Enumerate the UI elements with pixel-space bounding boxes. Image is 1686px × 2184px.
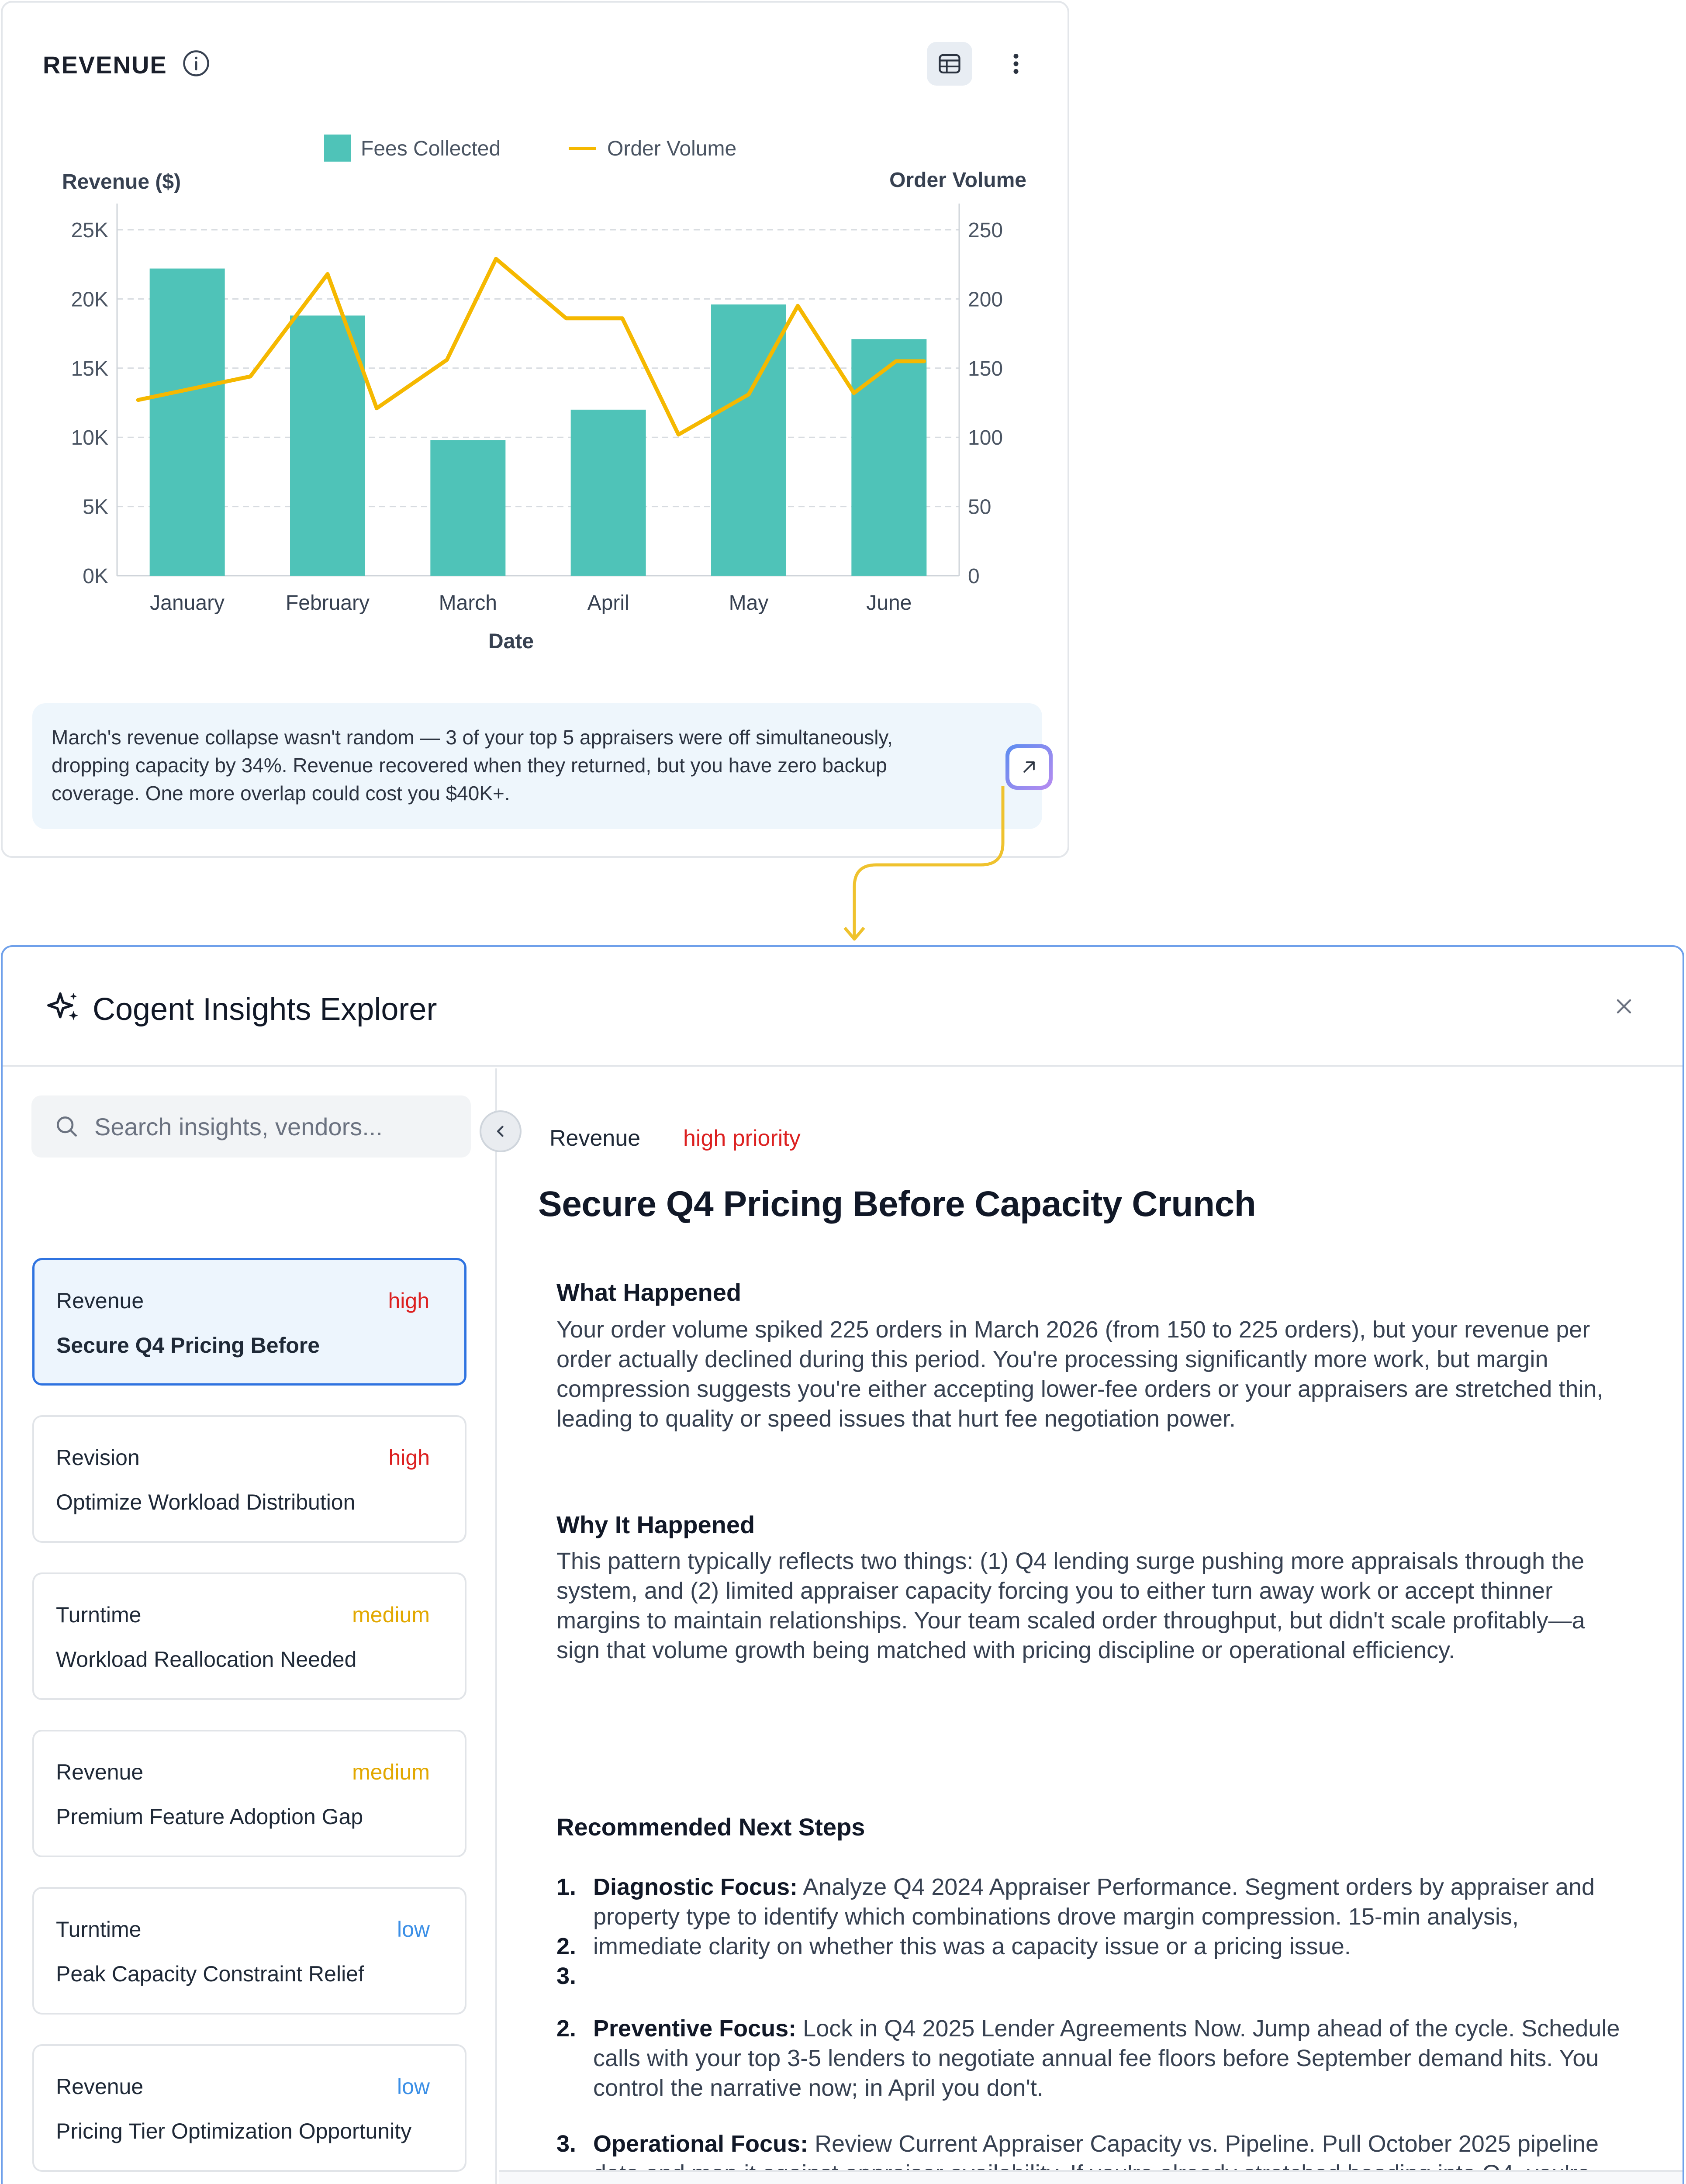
y2-tick-label: 200 xyxy=(968,288,1003,311)
y2-tick-label: 50 xyxy=(968,495,992,519)
detail-category: Revenue xyxy=(549,1126,641,1151)
y-tick-label: 20K xyxy=(71,288,108,311)
panel-header xyxy=(3,947,1683,1067)
item-category: Turntime xyxy=(56,1917,142,1942)
item-title: Pricing Tier Optimization Opportunity xyxy=(56,2119,412,2143)
insight-list-item[interactable] xyxy=(32,1258,466,1386)
panel-title: Cogent Insights Explorer xyxy=(93,992,437,1027)
insight-detail xyxy=(499,1068,1684,2164)
x-tick-label: June xyxy=(866,591,912,615)
what-happened-heading: What Happened xyxy=(556,1279,742,1306)
what-happened-text: Your order volume spiked 225 orders in March 2026 (from 150 to 225 orders), but your revenue per order actually declined during this period. You're processing significantly more work, but margin compression suggests you're either accepting lower-fee orders or your appraisers are stretched thin, leading to quality or speed issues that hurt fee negotiation power. xyxy=(556,1317,1603,1432)
step-number: 1. xyxy=(556,1874,577,1900)
y-tick-label: 0K xyxy=(83,565,108,588)
step-text: Lock in Q4 2025 Lender Agreements Now. Jump ahead of the cycle. Schedule calls with your top 3-5 lenders to negotiate annual fee floors before September demand hits. You control the narrative now; in April you don't. xyxy=(593,2015,1620,2101)
item-category: Revenue xyxy=(56,2074,144,2099)
item-priority: high xyxy=(388,1289,429,1313)
insight-callout xyxy=(32,703,1042,829)
legend-swatch-bar xyxy=(324,135,351,162)
insight-list-item[interactable] xyxy=(32,1730,466,1857)
insight-list-item[interactable] xyxy=(32,1572,466,1700)
item-priority: high xyxy=(388,1445,430,1470)
x-tick-label: April xyxy=(587,591,629,615)
bar xyxy=(150,269,225,576)
item-title: Secure Q4 Pricing Before xyxy=(56,1333,320,1358)
step-number: 2. xyxy=(556,2015,577,2042)
arrow-up-right-icon xyxy=(1019,757,1039,777)
detail-priority-badge: high priority xyxy=(683,1126,801,1151)
y-axis-title: Revenue ($) xyxy=(62,170,181,194)
step-text: Review Current Appraiser Capacity vs. Pipeline. Pull October 2025 pipeline xyxy=(815,2131,1599,2157)
item-title: Optimize Workload Distribution xyxy=(56,1490,356,1514)
y-tick-label: 5K xyxy=(83,495,108,519)
item-priority: medium xyxy=(352,1760,430,1784)
insights-explorer-panel xyxy=(1,945,1684,2184)
y-tick-label: 25K xyxy=(71,219,108,242)
item-category: Revision xyxy=(56,1445,140,1470)
close-icon xyxy=(1613,996,1634,1017)
search-icon xyxy=(53,1113,80,1140)
bar xyxy=(571,410,646,576)
search-input[interactable] xyxy=(94,1108,453,1145)
search-box[interactable] xyxy=(31,1095,471,1158)
bar xyxy=(290,315,365,576)
bar xyxy=(430,440,505,576)
x-tick-label: January xyxy=(150,591,225,615)
y2-tick-label: 100 xyxy=(968,426,1003,450)
insight-list-item[interactable] xyxy=(32,1887,466,2015)
open-insight-button[interactable] xyxy=(1005,744,1053,790)
detail-title: Secure Q4 Pricing Before Capacity Crunch xyxy=(538,1184,1256,1224)
legend-label: Order Volume xyxy=(607,137,737,160)
widget-title: REVENUE xyxy=(43,51,167,79)
sparkle-icon xyxy=(45,989,82,1026)
step-focus: Operational Focus: xyxy=(593,2131,808,2157)
x-axis-title: Date xyxy=(488,630,534,653)
step-focus: Preventive Focus: xyxy=(593,2015,797,2042)
x-tick-label: February xyxy=(285,591,370,615)
item-priority: low xyxy=(397,2074,430,2099)
close-button[interactable] xyxy=(1610,992,1638,1020)
bar xyxy=(851,339,926,576)
step-number: 3. xyxy=(556,1963,577,1989)
legend-label: Fees Collected xyxy=(361,137,501,160)
y-tick-label: 15K xyxy=(71,357,108,380)
y2-tick-label: 0 xyxy=(968,565,980,588)
order-volume-line xyxy=(138,259,924,435)
y2-tick-label: 150 xyxy=(968,357,1003,380)
item-category: Revenue xyxy=(56,1289,144,1313)
why-happened-text: This pattern typically reflects two things: (1) Q4 lending surge pushing more appraisals through the system, and (2) limited appraiser capacity forcing you to either turn away work or accept thinner margins to maintain relationships. Your team scaled order throughput, but didn't scale profitably—a sign that volume growth being matched with pricing discipline or operational efficiency. xyxy=(556,1548,1585,1663)
x-tick-label: March xyxy=(439,591,498,615)
insight-list-item[interactable] xyxy=(32,2044,466,2172)
insight-text: March's revenue collapse wasn't random — 3 of your top 5 appraisers were off simultaneously, dropping capacity by 34%. Revenue recovered when they returned, but you have zero backup coverage. One more overlap could cost you $40K+. xyxy=(52,726,893,805)
insight-list-item[interactable] xyxy=(32,1415,466,1543)
item-priority: medium xyxy=(352,1603,430,1627)
revenue-widget xyxy=(1,1,1069,858)
item-priority: low xyxy=(397,1917,430,1942)
y2-axis-title: Order Volume xyxy=(889,169,1026,192)
item-category: Revenue xyxy=(56,1760,144,1784)
insights-sidebar xyxy=(3,1068,497,2184)
next-steps-heading: Recommended Next Steps xyxy=(556,1813,865,1841)
step-focus: Diagnostic Focus: xyxy=(593,1874,798,1900)
step-text: Analyze Q4 2024 Appraiser Performance. Segment orders by appraiser and property type to identify which combinations drove margin compression. 15-min analysis, immediate clarity on whether this was a capacity issue or a pricing issue. xyxy=(593,1874,1595,1959)
y-tick-label: 10K xyxy=(71,426,108,450)
panel-footer xyxy=(499,2170,1684,2184)
x-tick-label: May xyxy=(729,591,769,615)
item-title: Peak Capacity Constraint Relief xyxy=(56,1962,364,1986)
revenue-chart xyxy=(3,3,1068,684)
why-happened-heading: Why It Happened xyxy=(556,1511,755,1538)
item-title: Workload Reallocation Needed xyxy=(56,1647,357,1672)
step-number: 3. xyxy=(556,2131,577,2157)
item-category: Turntime xyxy=(56,1603,142,1627)
y2-tick-label: 250 xyxy=(968,219,1003,242)
item-title: Premium Feature Adoption Gap xyxy=(56,1804,363,1829)
step-number: 2. xyxy=(556,1933,577,1959)
